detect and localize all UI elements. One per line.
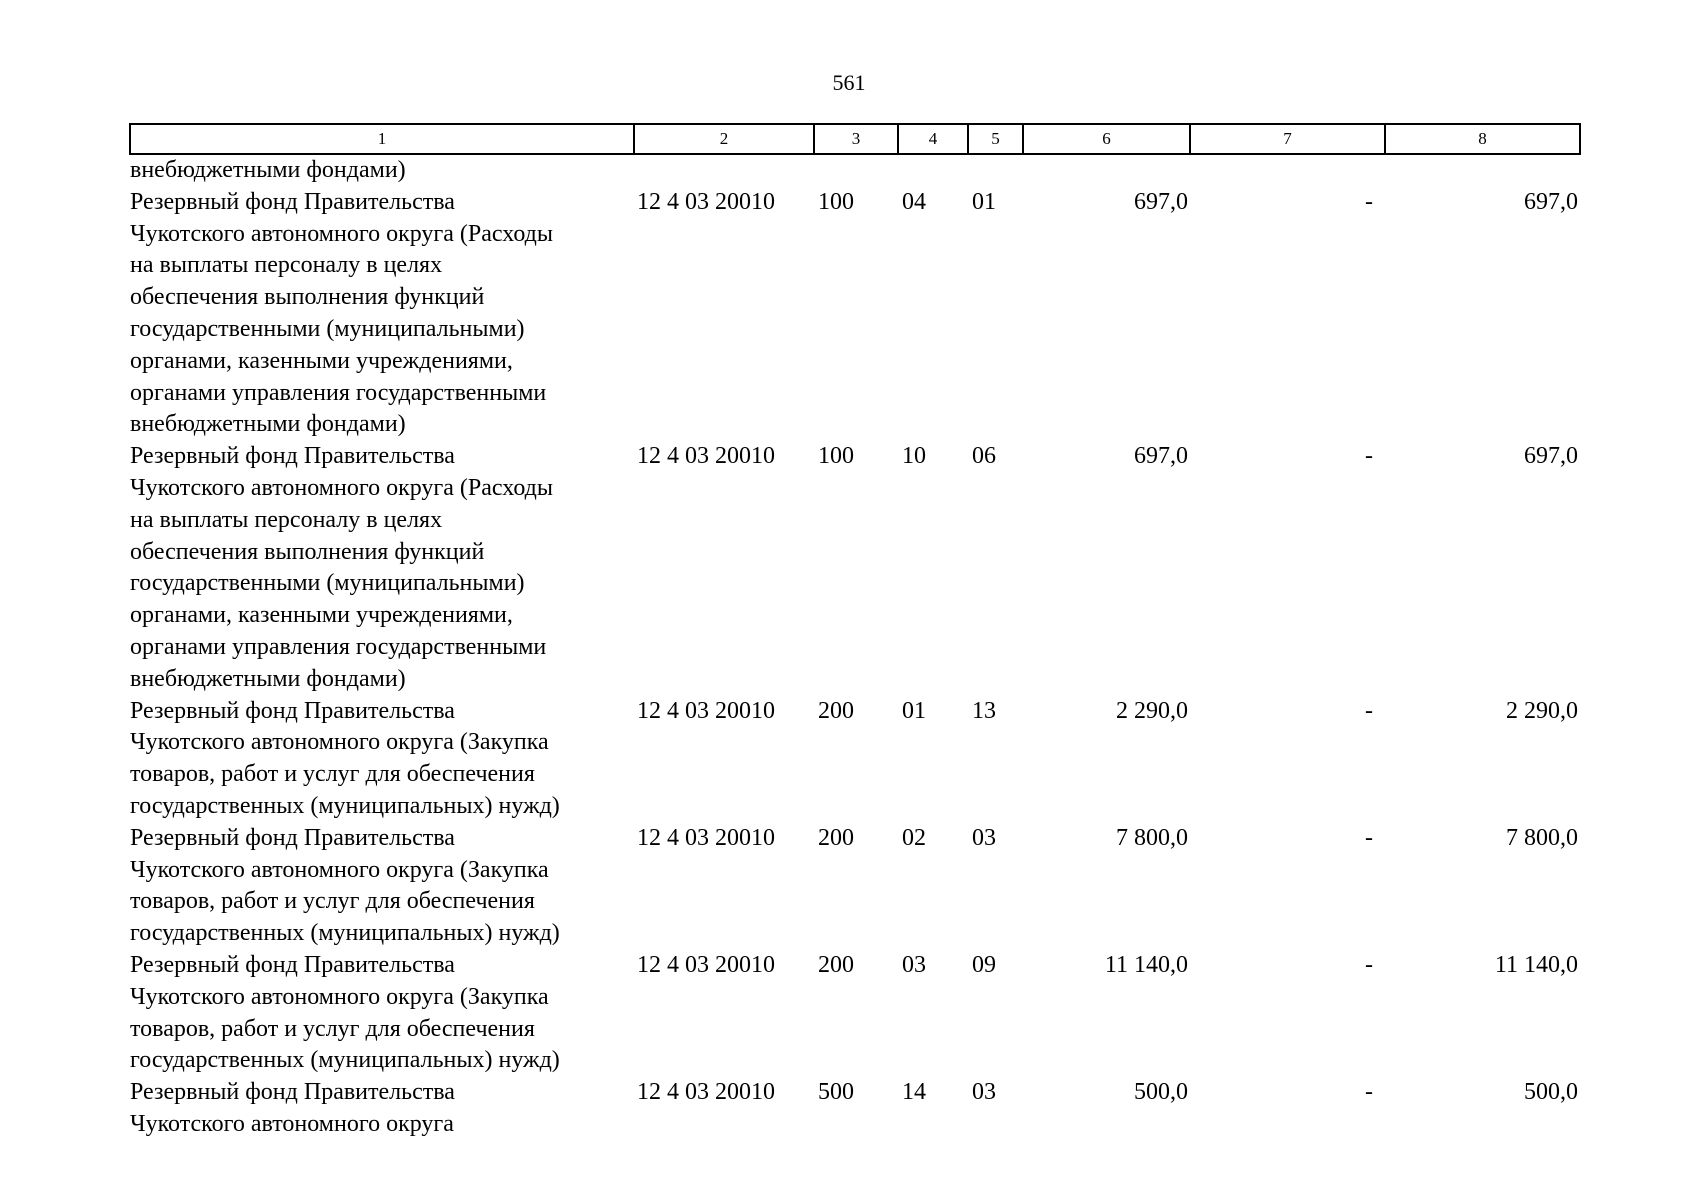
budget-table <box>129 123 1581 1141</box>
row-amount-col8: 2 290,0 <box>1506 697 1578 724</box>
row-description: Резервный фонд Правительства Чукотского автономного округа (Закупка товаров, работ и услуг для обеспечения государственных (муниципальных) нужд) <box>130 951 560 1074</box>
row-pr-code: 01 <box>972 188 996 215</box>
row-pr-code: 03 <box>972 1079 996 1106</box>
header-cell-6: 6 <box>1023 124 1190 154</box>
row-rz-code: 03 <box>902 951 926 978</box>
row-amount-col7: - <box>1365 188 1373 215</box>
row-amount-col8: 500,0 <box>1524 1079 1578 1106</box>
row-vr-code: 100 <box>818 443 854 470</box>
row-vr-code: 100 <box>818 188 854 215</box>
row-description: Резервный фонд Правительства Чукотского автономного округа (Расходы на выплаты персоналу в целях обеспечения выполнения функций государственными (муниципальными) органами, казенными учреждениями, органами управления государственными внебюджетными фондами) <box>130 188 553 438</box>
row-description: Резервный фонд Правительства Чукотского автономного округа (Закупка товаров, работ и услуг для обеспечения государственных (муниципальных) нужд) <box>130 697 560 819</box>
row-amount-col6: 11 140,0 <box>1104 951 1188 978</box>
row-pr-code: 13 <box>972 697 996 724</box>
row-amount-col8: 7 800,0 <box>1506 824 1578 851</box>
row-amount-col6: 2 290,0 <box>1116 697 1188 724</box>
row-rz-code: 02 <box>902 824 926 851</box>
row-csr-code: 12 4 03 20010 <box>637 188 775 215</box>
row-amount-col6: 500,0 <box>1134 1079 1188 1106</box>
row-vr-code: 200 <box>818 824 854 851</box>
row-amount-col8: 697,0 <box>1524 188 1578 215</box>
row-description: Резервный фонд Правительства Чукотского автономного округа (Расходы на выплаты персоналу в целях обеспечения выполнения функций государственными (муниципальными) органами, казенными учреждениями, органами управления государственными внебюджетными фондами) <box>130 443 553 692</box>
row-rz-code: 14 <box>902 1079 926 1106</box>
row-csr-code: 12 4 03 20010 <box>637 951 775 978</box>
row-rz-code: 01 <box>902 697 926 724</box>
row-amount-col7: - <box>1365 1079 1373 1106</box>
row-pr-code: 03 <box>972 824 996 851</box>
table-row <box>130 441 1580 695</box>
row-amount-col6: 697,0 <box>1134 443 1188 470</box>
row-pr-code: 06 <box>972 443 996 470</box>
table-row <box>130 696 1580 823</box>
row-amount-col8: 697,0 <box>1524 443 1578 470</box>
table-row <box>130 1077 1580 1141</box>
row-rz-code: 04 <box>902 188 926 215</box>
header-cell-8: 8 <box>1385 124 1580 154</box>
row-amount-col8: 11 140,0 <box>1494 951 1578 978</box>
table-row <box>130 950 1580 1077</box>
row-pr-code: 09 <box>972 951 996 978</box>
row-vr-code: 200 <box>818 697 854 724</box>
row-vr-code: 500 <box>818 1079 854 1106</box>
header-cell-7: 7 <box>1190 124 1385 154</box>
row-description: Резервный фонд Правительства Чукотского автономного округа <box>130 1079 455 1137</box>
row-amount-col7: - <box>1365 697 1373 724</box>
continued-description: внебюджетными фондами) <box>130 157 406 183</box>
table-row <box>130 823 1580 950</box>
header-cell-1: 1 <box>130 124 634 154</box>
table-body <box>130 154 1580 1141</box>
continued-row <box>130 154 1580 187</box>
row-csr-code: 12 4 03 20010 <box>637 697 775 724</box>
header-cell-3: 3 <box>814 124 898 154</box>
row-amount-col6: 7 800,0 <box>1116 824 1188 851</box>
header-row <box>130 124 1580 154</box>
header-cell-4: 4 <box>898 124 968 154</box>
row-csr-code: 12 4 03 20010 <box>637 1079 775 1106</box>
row-csr-code: 12 4 03 20010 <box>637 824 775 851</box>
page-number: 561 <box>832 70 866 95</box>
row-amount-col6: 697,0 <box>1134 188 1188 215</box>
row-amount-col7: - <box>1365 443 1373 470</box>
row-description: Резервный фонд Правительства Чукотского автономного округа (Закупка товаров, работ и услуг для обеспечения государственных (муниципальных) нужд) <box>130 824 560 947</box>
header-cell-2: 2 <box>634 124 814 154</box>
header-cell-5: 5 <box>968 124 1023 154</box>
row-rz-code: 10 <box>902 443 926 470</box>
row-amount-col7: - <box>1365 824 1373 851</box>
table-header <box>130 124 1580 154</box>
row-amount-col7: - <box>1365 951 1373 978</box>
row-vr-code: 200 <box>818 951 854 978</box>
row-csr-code: 12 4 03 20010 <box>637 443 775 470</box>
table-row <box>130 187 1580 441</box>
